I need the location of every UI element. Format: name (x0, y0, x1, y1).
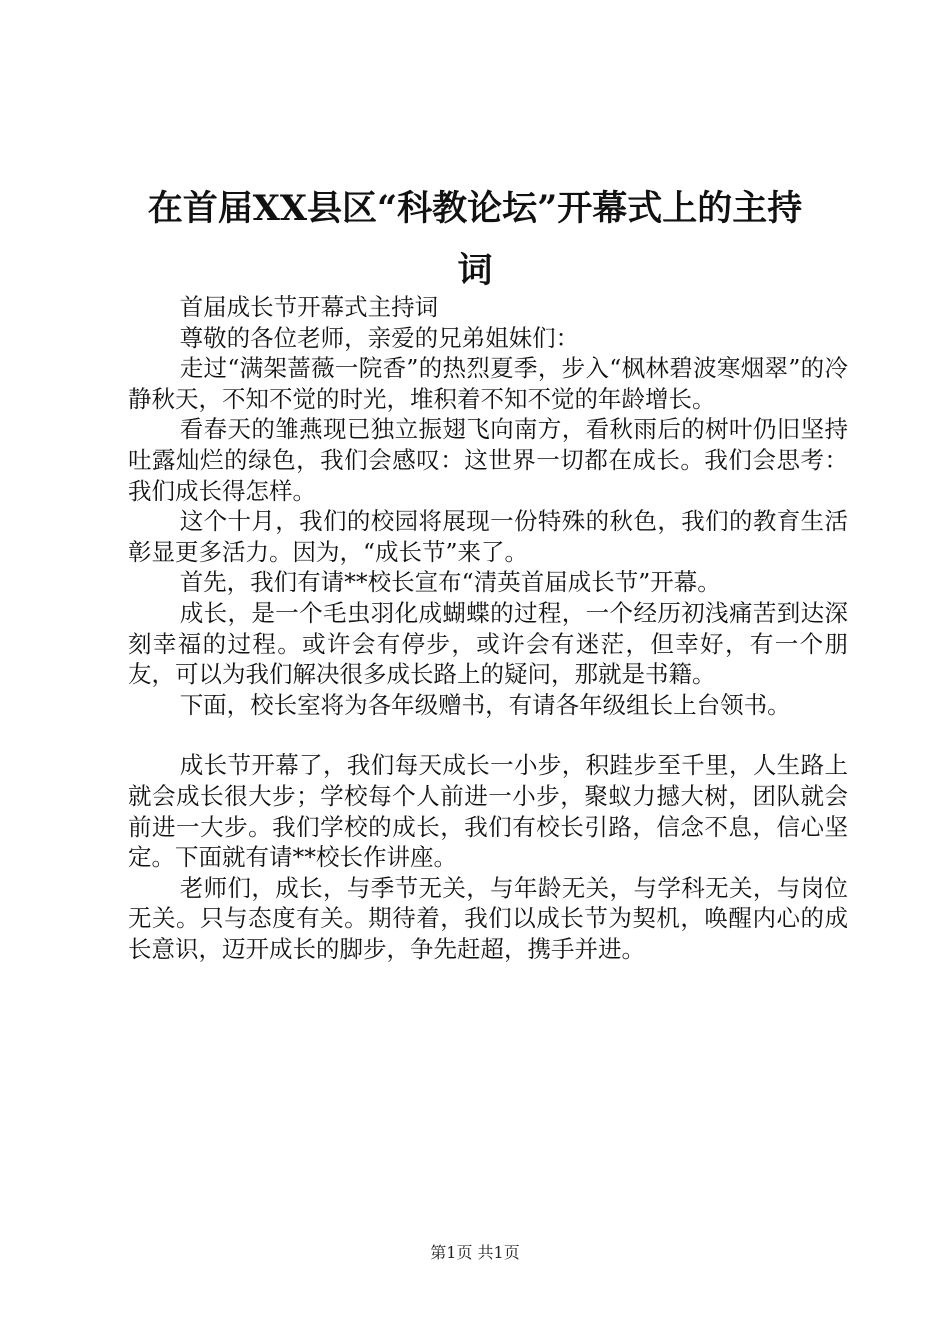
title-line-2: 词 (457, 250, 493, 291)
paragraph: 首先，我们有请**校长宣布“清英首届成长节”开幕。 (179, 568, 721, 597)
paragraph-subtitle: 首届成长节开幕式主持词 (179, 293, 439, 321)
paragraph: 成长节开幕了，我们每天成长一小步，积跬步至千里，人生路上就会成长很大步；学校每个人前进一小步，聚蚁力撼大树，团队就会前进一大步。我们学校的成长，我们有校长引路，信念不息，信心坚定。下面就有请**校长作讲座。 (128, 751, 848, 872)
title-line-1: 在首届XX县区“科教论坛”开幕式上的主持 (147, 188, 803, 229)
paragraph: 看春天的雏燕现已独立振翅飞向南方，看秋雨后的树叶仍旧坚持吐露灿烂的绿色，我们会感叹：这世界一切都在成长。我们会思考：我们成长得怎样。 (128, 415, 848, 505)
paragraph: 成长，是一个毛虫羽化成蝴蝶的过程，一个经历初浅痛苦到达深刻幸福的过程。或许会有停步，或许会有迷茫，但幸好，有一个朋友，可以为我们解决很多成长路上的疑问，那就是书籍。 (128, 598, 848, 689)
paragraph-greeting: 尊敬的各位老师，亲爱的兄弟姐妹们： (179, 323, 580, 352)
page-footer: 第1页 共1页 (430, 1243, 520, 1262)
document-body (128, 292, 848, 964)
paragraph: 老师们，成长，与季节无关，与年龄无关，与学科无关，与岗位无关。只与态度有关。期待着，我们以成长节为契机，唤醒内心的成长意识，迈开成长的脚步，争先赶超，携手并进。 (128, 873, 848, 963)
paragraph: 这个十月，我们的校园将展现一份特殊的秋色，我们的教育生活彰显更多活力。因为，“成长节”来了。 (128, 507, 848, 566)
paragraph: 下面，校长室将为各年级赠书，有请各年级组长上台领书。 (179, 690, 791, 719)
document-title (120, 178, 830, 302)
paragraph: 走过“满架蔷薇一院香”的热烈夏季，步入“枫林碧波寒烟翠”的冷静秋天，不知不觉的时光，堆积着不知不觉的年龄增长。 (128, 354, 848, 413)
